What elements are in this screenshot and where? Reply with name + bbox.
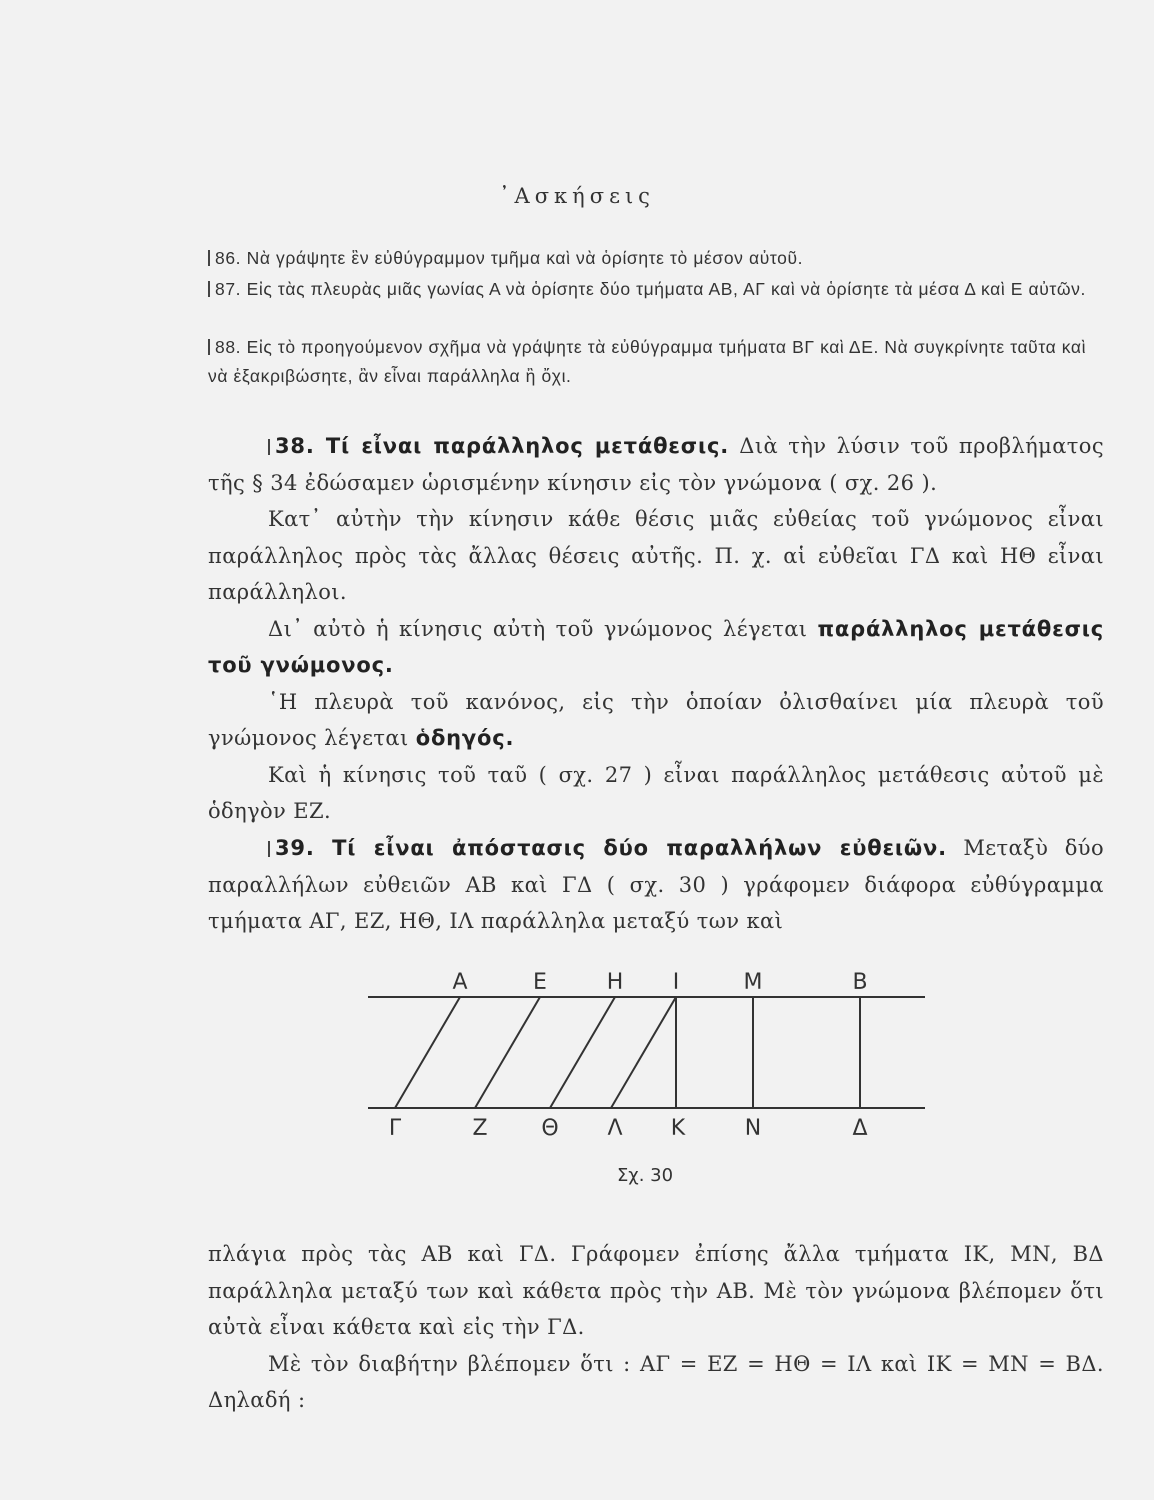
label-z: Ζ	[472, 1116, 488, 1141]
term-parallel-translation: παράλληλος μετάθεσις τοῦ γνώμονος.	[208, 616, 1104, 677]
section-38-paragraph: Δι᾽ αὐτὸ ἡ κίνησις αὐτὴ τοῦ γνώμονος λέγεται παράλληλος μετάθεσις τοῦ γνώμονος.	[208, 616, 1104, 677]
section-39-paragraph: Μὲ τὸν διαβήτην βλέπομεν ὅτι : ΑΓ = ΕΖ = ΗΘ = ΙΛ καὶ ΙΚ = ΜΝ = ΒΔ. Δηλαδή :	[208, 1351, 1104, 1412]
label-b: Β	[852, 970, 868, 995]
margin-mark	[208, 281, 210, 297]
label-g: Γ	[388, 1116, 402, 1141]
segment-il	[611, 997, 676, 1108]
section-38-title: 38. Τί εἶναι παράλληλος μετάθεσις.	[275, 434, 729, 458]
label-e: Ε	[533, 970, 547, 995]
label-m: Μ	[743, 970, 763, 995]
section-38	[208, 428, 1104, 830]
margin-mark	[208, 250, 210, 266]
section-39-paragraph: πλάγια πρὸς τὰς ΑΒ καὶ ΓΔ. Γράφομεν ἐπίσης ἄλλα τμήματα ΙΚ, ΜΝ, ΒΔ παράλληλα μεταξύ των καὶ κάθετα πρὸς τὴν ΑΒ. Μὲ τὸν γνώμονα βλέπομεν ὅτι αὐτὰ εἶναι κάθετα καὶ εἰς τὴν ΓΔ.	[208, 1242, 1104, 1339]
segment-ht	[550, 997, 615, 1108]
label-n: Ν	[744, 1116, 762, 1141]
segment-ez	[475, 997, 540, 1108]
exercises-heading: ᾿Ασκήσεις	[499, 184, 655, 208]
label-h: Η	[606, 970, 624, 995]
section-38-paragraph: Κατ᾽ αὐτὴν τὴν κίνησιν κάθε θέσις μιᾶς εὐθείας τοῦ γνώμονος εἶναι παράλληλος πρὸς τὰς ἄλλας θέσεις αὐτῆς. Π. χ. αἱ εὐθεῖαι ΓΔ καὶ ΗΘ εἶναι παράλληλοι.	[208, 507, 1104, 604]
section-39-intro: 39. Τί εἶναι ἀπόστασις δύο παραλλήλων εὐθειῶν. Μεταξὺ δύο παραλλήλων εὐθειῶν ΑΒ καὶ ΓΔ ( σχ. 30 ) γράφομεν διάφορα εὐθύγραμμα τμήματα ΑΓ, ΕΖ, ΗΘ, ΙΛ παράλληλα μεταξύ των καὶ	[208, 836, 1104, 933]
label-th: Θ	[541, 1116, 559, 1141]
section-38-paragraph: ῾Η πλευρὰ τοῦ κανόνος, εἰς τὴν ὁποίαν ὀλισθαίνει μία πλευρὰ τοῦ γνώμονος λέγεται ὁδηγός.	[208, 689, 1104, 750]
section-38-paragraph: Καὶ ἡ κίνησις τοῦ ταῦ ( σχ. 27 ) εἶναι παράλληλος μετάθεσις αὐτοῦ μὲ ὁδηγὸν ΕΖ.	[208, 762, 1104, 823]
figure-caption: Σχ. 30	[616, 1165, 674, 1186]
label-a: Α	[452, 970, 468, 995]
label-l: Λ	[607, 1116, 623, 1141]
section-39-title: 39. Τί εἶναι ἀπόστασις δύο παραλλήλων εὐθειῶν.	[275, 836, 947, 860]
exercise-88: 88. Εἰς τὸ προηγούμενον σχῆμα νὰ γράψητε τὰ εὐθύγραμμα τμήματα ΒΓ καὶ ΔΕ. Νὰ συγκρίνητε ταῦτα καὶ νὰ ἐξακριβώσητε, ἂν εἶναι παράλληλα ἢ ὄχι.	[208, 337, 1087, 386]
margin-mark	[208, 339, 210, 355]
section-38-intro: 38. Τί εἶναι παράλληλος μετάθεσις. Διὰ τὴν λύσιν τοῦ προβλήματος τῆς § 34 ἐδώσαμεν ὡρισμένην κίνησιν εἰς τὸν γνώμονα ( σχ. 26 ).	[208, 434, 1104, 495]
section-39	[208, 830, 1104, 940]
segment-ag	[395, 997, 460, 1108]
figure-30	[360, 965, 940, 1195]
label-k: Κ	[670, 1116, 686, 1141]
margin-mark	[268, 439, 270, 455]
label-i: Ι	[672, 970, 680, 995]
exercise-87: 87. Εἰς τὰς πλευρὰς μιᾶς γωνίας Α νὰ ὁρίσητε δύο τμήματα ΑΒ, ΑΓ καὶ νὰ ὁρίσητε τὰ μέσα Δ καὶ Ε αὐτῶν.	[208, 275, 1104, 304]
term-guide: ὁδηγός.	[415, 726, 515, 750]
section-39-continued	[208, 1236, 1104, 1419]
exercise-86: 86. Νὰ γράψητε ἓν εὐθύγραμμον τμῆμα καὶ νὰ ὁρίσητε τὸ μέσον αὐτοῦ.	[208, 244, 1104, 273]
margin-mark	[268, 841, 270, 857]
label-d: Δ	[852, 1116, 868, 1141]
